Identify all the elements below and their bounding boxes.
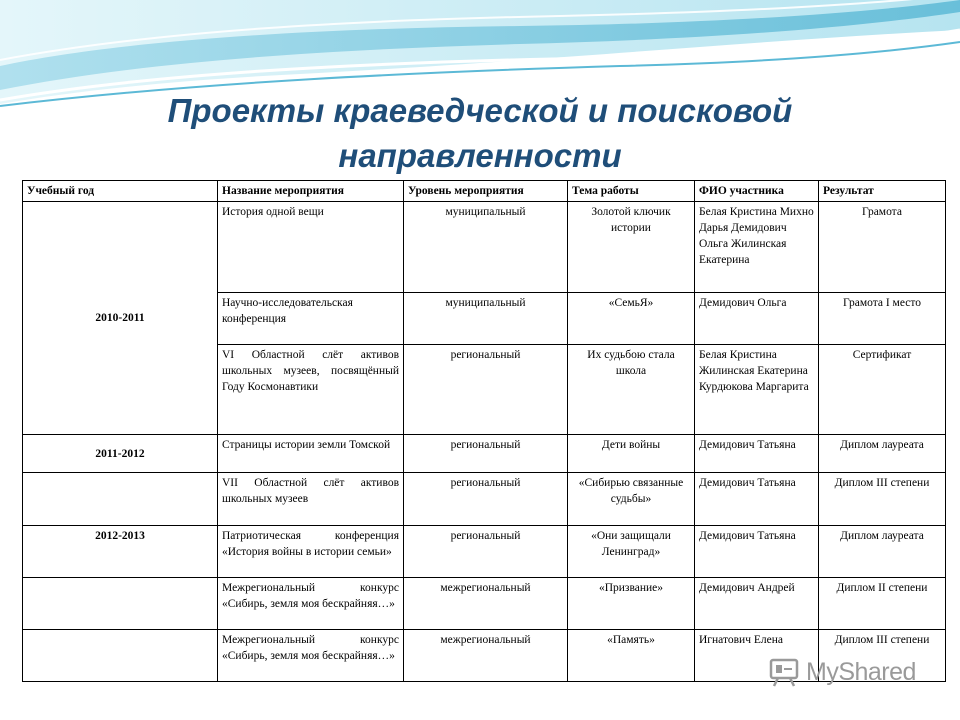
myshared-watermark — [768, 656, 916, 688]
header-work-theme: Тема работы — [568, 181, 695, 202]
level-cell: региональный — [404, 345, 568, 435]
event-cell: Научно-исследовательская конференция — [218, 293, 404, 345]
participant-cell: Демидович Ольга — [695, 293, 819, 345]
participant-cell: Демидович Андрей — [695, 578, 819, 630]
level-cell: муниципальный — [404, 202, 568, 293]
header-event-name: Название мероприятия — [218, 181, 404, 202]
level-cell: межрегиональный — [404, 578, 568, 630]
event-cell: Межрегиональный конкурс «Сибирь, земля моя бескрайняя…» — [218, 630, 404, 682]
slide-title — [0, 88, 960, 178]
event-cell: VI Областной слёт активов школьных музеев, посвящённый Году Космонавтики — [218, 345, 404, 435]
table-header-row — [23, 181, 946, 202]
theme-cell: Дети войны — [568, 435, 695, 473]
result-cell: Диплом лауреата — [819, 526, 946, 578]
year-cell: 2011-2012 — [23, 435, 218, 473]
table-row — [23, 578, 946, 630]
slide-title-line-1: Проекты краеведческой и поисковой — [167, 92, 793, 129]
header-academic-year: Учебный год — [23, 181, 218, 202]
level-cell: муниципальный — [404, 293, 568, 345]
theme-cell: «Они защищали Ленинград» — [568, 526, 695, 578]
result-cell: Диплом лауреата — [819, 435, 946, 473]
header-participant: ФИО участника — [695, 181, 819, 202]
participant-cell: Белая Кристина Михно Дарья Демидович Ольга Жилинская Екатерина — [695, 202, 819, 293]
level-cell: региональный — [404, 473, 568, 526]
participant-cell: Игнатович Елена — [695, 630, 819, 682]
table-row — [23, 435, 946, 473]
header-event-level: Уровень мероприятия — [404, 181, 568, 202]
event-cell: Страницы истории земли Томской — [218, 435, 404, 473]
level-cell: региональный — [404, 435, 568, 473]
theme-cell: «Память» — [568, 630, 695, 682]
event-cell: Межрегиональный конкурс «Сибирь, земля моя бескрайняя…» — [218, 578, 404, 630]
level-cell: региональный — [404, 526, 568, 578]
theme-cell: Золотой ключик истории — [568, 202, 695, 293]
year-cell: 2012-2013 — [23, 526, 218, 578]
table-row — [23, 202, 946, 293]
participant-cell: Демидович Татьяна — [695, 435, 819, 473]
theme-cell: «Сибирью связанные судьбы» — [568, 473, 695, 526]
participant-cell: Демидович Татьяна — [695, 526, 819, 578]
theme-cell: «Призвание» — [568, 578, 695, 630]
event-cell: История одной вещи — [218, 202, 404, 293]
event-cell: Патриотическая конференция «История войны в истории семьи» — [218, 526, 404, 578]
result-cell: Диплом II степени — [819, 578, 946, 630]
year-cell-empty — [23, 473, 218, 526]
projects-table — [22, 180, 946, 682]
year-cell-empty — [23, 630, 218, 682]
presentation-board-icon — [768, 656, 800, 688]
header-result: Результат — [819, 181, 946, 202]
participant-cell: Белая Кристина Жилинская Екатерина Курдюкова Маргарита — [695, 345, 819, 435]
result-cell: Диплом III степени — [819, 630, 946, 682]
table-row — [23, 526, 946, 578]
result-cell: Грамота — [819, 202, 946, 293]
result-cell: Грамота I место — [819, 293, 946, 345]
participant-cell: Демидович Татьяна — [695, 473, 819, 526]
watermark-text: MyShared — [806, 657, 916, 686]
year-cell-empty — [23, 578, 218, 630]
table-row — [23, 473, 946, 526]
result-cell: Диплом III степени — [819, 473, 946, 526]
result-cell: Сертификат — [819, 345, 946, 435]
year-cell: 2010-2011 — [23, 202, 218, 435]
theme-cell: Их судьбою стала школа — [568, 345, 695, 435]
level-cell: межрегиональный — [404, 630, 568, 682]
event-cell: VII Областной слёт активов школьных музеев — [218, 473, 404, 526]
theme-cell: «СемьЯ» — [568, 293, 695, 345]
slide-title-line-2: направленности — [338, 137, 622, 174]
